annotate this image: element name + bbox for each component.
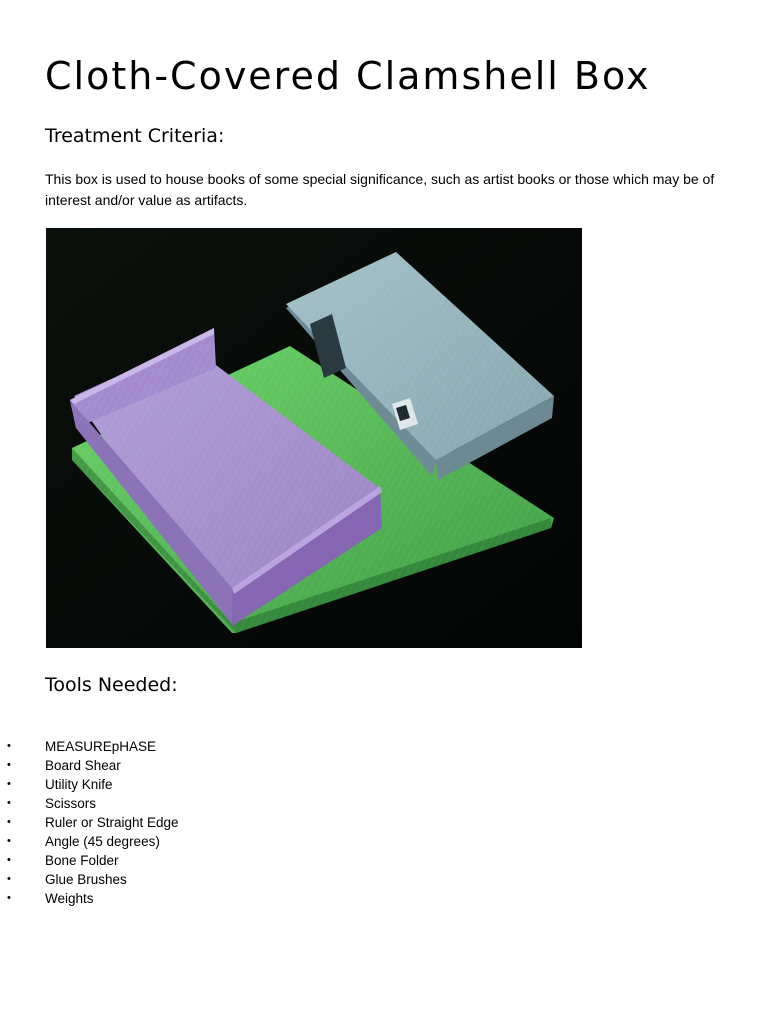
bullet-icon: •	[7, 797, 11, 809]
tool-label: Weights	[45, 891, 94, 906]
tool-label: Utility Knife	[45, 777, 113, 792]
list-item	[0, 775, 179, 794]
tool-label: Angle (45 degrees)	[45, 834, 160, 849]
bullet-icon: •	[7, 740, 11, 752]
treatment-criteria-heading: Treatment Criteria:	[45, 125, 225, 147]
list-item	[0, 794, 179, 813]
bullet-icon: •	[7, 759, 11, 771]
bullet-icon: •	[7, 854, 11, 866]
list-item	[0, 756, 179, 775]
tool-label: Ruler or Straight Edge	[45, 815, 179, 830]
bullet-icon: •	[7, 778, 11, 790]
tool-label: Board Shear	[45, 758, 121, 773]
tool-label: MEASUREpHASE	[45, 739, 157, 754]
list-item	[0, 832, 179, 851]
treatment-criteria-text: This box is used to house books of some special significance, such as artist books or those which may be of interest and/or value as artifacts.	[45, 171, 715, 208]
list-item	[0, 851, 179, 870]
tools-list	[0, 737, 179, 908]
list-item	[0, 870, 179, 889]
tools-needed-heading: Tools Needed:	[45, 674, 178, 696]
list-item	[0, 889, 179, 908]
bullet-icon: •	[7, 835, 11, 847]
clamshell-box-illustration	[46, 228, 582, 648]
tool-label: Bone Folder	[45, 853, 119, 868]
clamshell-box-photo	[46, 228, 582, 648]
bullet-icon: •	[7, 892, 11, 904]
tool-label: Scissors	[45, 796, 97, 811]
tool-label: Glue Brushes	[45, 872, 127, 887]
page-title: Cloth-Covered Clamshell Box	[45, 54, 651, 98]
bullet-icon: •	[7, 873, 11, 885]
list-item	[0, 737, 179, 756]
bullet-icon: •	[7, 816, 11, 828]
list-item	[0, 813, 179, 832]
